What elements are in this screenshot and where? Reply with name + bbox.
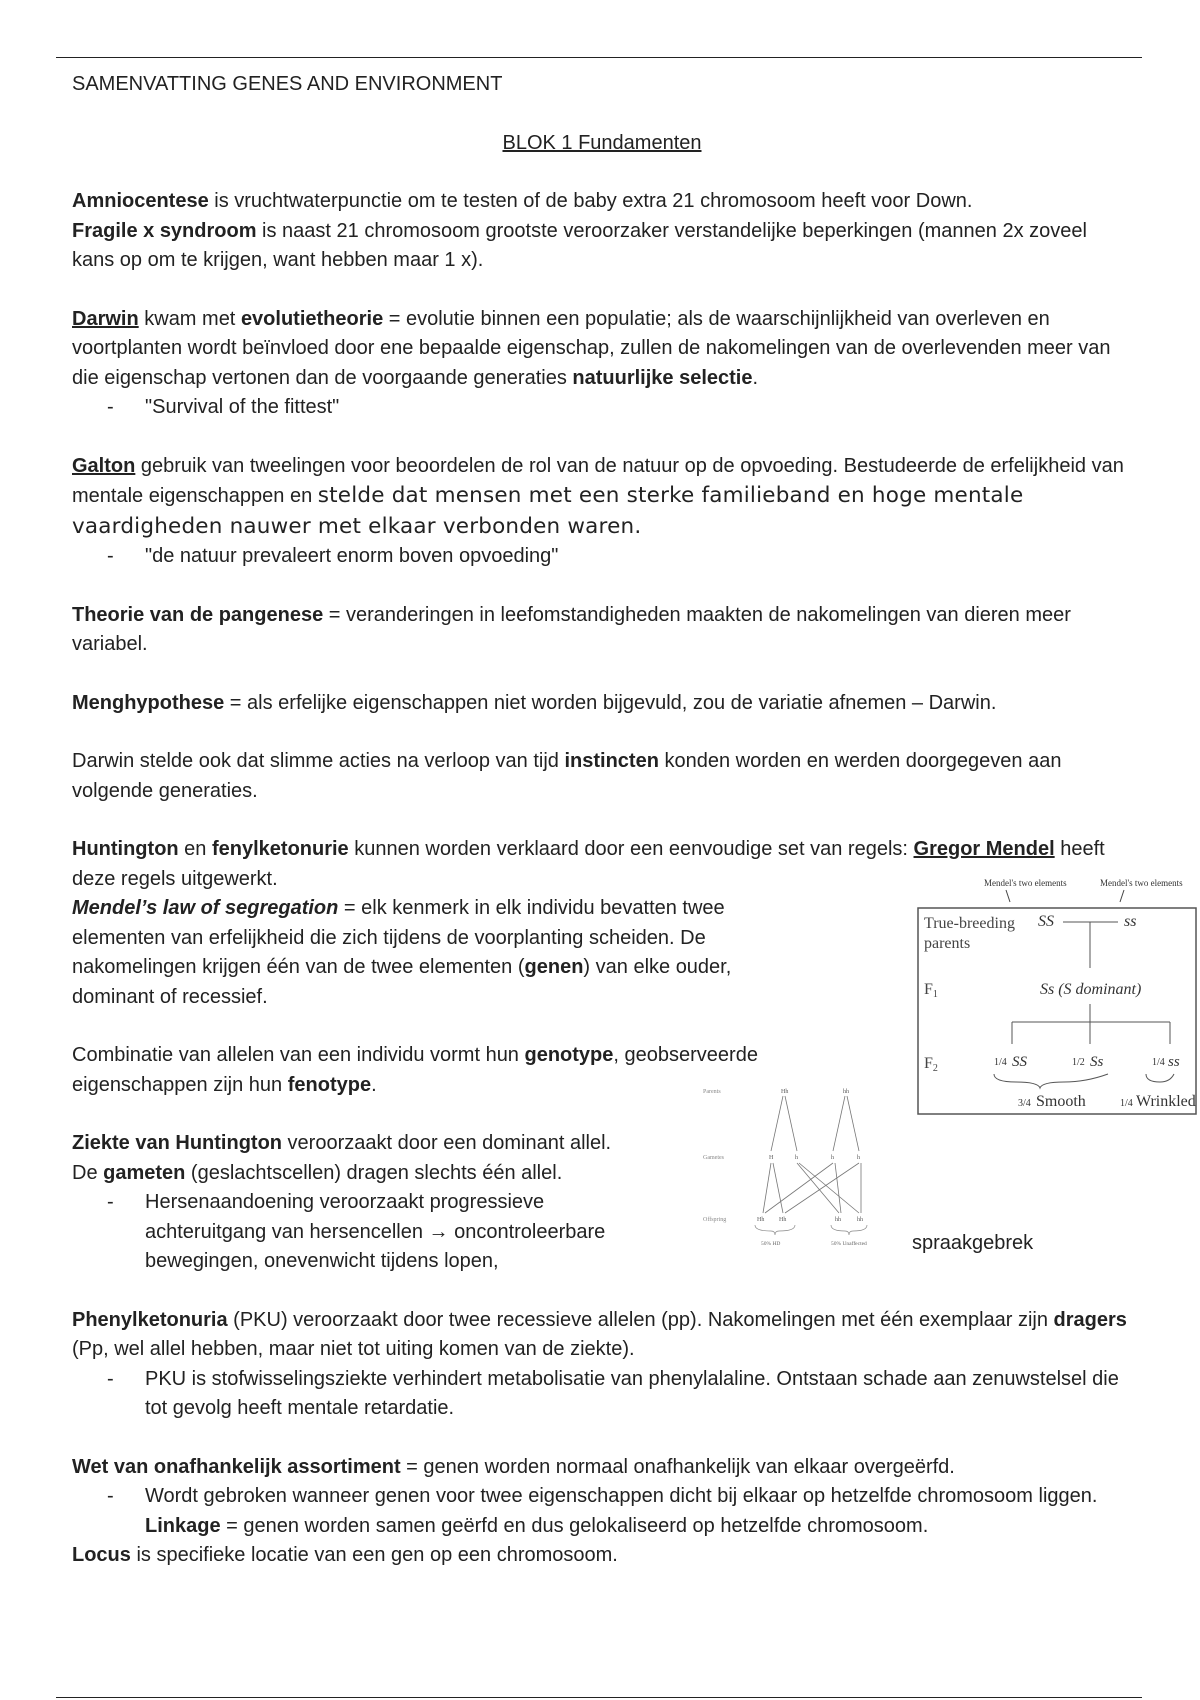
- paragraph-ziekte-huntington: Ziekte van Huntington veroorzaakt door een dominant allel. De gameten (geslachtscellen) dragen slechts één allel.: [72, 1132, 612, 1184]
- percent-unaffected: 50% Unaffected: [831, 1241, 867, 1247]
- document-title: SAMENVATTING GENES AND ENVIRONMENT: [72, 73, 503, 95]
- offspring-3: hh: [835, 1217, 841, 1223]
- bottom-rule: [56, 1697, 1142, 1698]
- huntington-diagram: [695, 1085, 895, 1255]
- figure-label-left: Mendel's two elements: [984, 878, 1067, 888]
- row-f2: F2: [924, 1055, 938, 1074]
- bullet-tail: spraakgebrek: [912, 1232, 1034, 1254]
- percent-hd: 50% HD: [761, 1241, 781, 1247]
- paragraph-darwin: Darwin kwam met evolutietheorie = evolutie binnen een populatie; als de waarschijnlijkheid van overleven en voortplanten wordt beïnvloed door ene bepaalde eigenschap, zullen de nakomelingen van de overlevenden meer van die eigenschap vertonen dan de voorgaande generaties natuurlijke selectie.: [72, 307, 1111, 389]
- label-gametes: Gametes: [703, 1155, 724, 1161]
- label-parents: Parents: [703, 1089, 721, 1095]
- row-parents: True-breeding: [924, 915, 1015, 932]
- f2-genotype-SS: SS: [1012, 1054, 1027, 1070]
- wrinkled-label: Wrinkled: [1136, 1093, 1196, 1110]
- offspring-1: Hh: [757, 1217, 765, 1223]
- paragraph-segregation: Mendel’s law of segregation = elk kenmerk in elk individu bevatten twee elementen van erfelijkheid die zich tijdens de voorplanting scheiden. De nakomelingen krijgen één van de twee elementen (genen) van elke ouder, dominant of recessief.: [72, 897, 732, 1008]
- gamete-b: h: [795, 1155, 798, 1161]
- section-heading: BLOK 1 Fundamenten: [502, 131, 702, 154]
- offspring-4: hh: [857, 1217, 863, 1223]
- f1-result: Ss (S dominant): [1040, 981, 1142, 998]
- f2-genotype-ss: ss: [1168, 1054, 1180, 1070]
- paragraph-pangenese: Theorie van de pangenese = veranderingen in leefomstandigheden maakten de nakomelingen van dieren meer variabel.: [72, 603, 1071, 655]
- f2-frac-3: 1/4: [1152, 1057, 1165, 1068]
- bullet-linkage: - Wordt gebroken wanneer genen voor twee eigenschappen dicht bij elkaar op hetzelfde chromosoom liggen. Linkage = genen worden samen geërfd en dus gelokaliseerd op hetzelfde chromosoom.: [107, 1485, 1098, 1537]
- row-parents-2: parents: [924, 935, 971, 952]
- f2-frac-2: 1/2: [1072, 1057, 1085, 1068]
- bullet-hersenaandoening: - Hersenaandoening veroorzaakt progressieve achteruitgang van hersencellen → oncontroleerbare bewegingen, onevenwicht tijdens lopen,: [107, 1191, 606, 1272]
- parent-2: hh: [843, 1089, 849, 1095]
- genotype-ss: ss: [1124, 913, 1137, 930]
- paragraph-galton: Galton gebruik van tweelingen voor beoordelen de rol van de natuur op de opvoeding. Bestudeerde de erfelijkheid van mentale eigenschappen en stelde dat mensen met een sterke familieband en hoge mentale vaardigheden nauwer met elkaar verbonden waren.: [72, 454, 1124, 539]
- gamete-c: h: [831, 1155, 834, 1161]
- offspring-2: Hh: [779, 1217, 787, 1223]
- document-body: [72, 70, 1132, 1571]
- row-f1: F1: [924, 981, 938, 1000]
- gamete-d: h: [857, 1155, 860, 1161]
- paragraph-locus: Locus is specifieke locatie van een gen op een chromosoom.: [72, 1544, 618, 1566]
- figure-label-right: Mendel's two elements: [1100, 878, 1183, 888]
- top-rule: [56, 57, 1142, 58]
- paragraph-amniocentese: Amniocentese is vruchtwaterpunctie om te testen of de baby extra 21 chromosoom heeft voor Down. Fragile x syndroom is naast 21 chromosoom grootste veroorzaker verstandelijke beperkingen (mannen 2x zoveel kans op om te krijgen, want hebben maar 1 x).: [72, 190, 1087, 271]
- paragraph-assortiment: Wet van onafhankelijk assortiment = genen worden normaal onafhankelijk van elkaar overgeërfd.: [72, 1455, 955, 1478]
- paragraph-genotype: Combinatie van allelen van een individu vormt hun genotype, geobserveerde eigenschappen zijn hun fenotype.: [72, 1044, 758, 1096]
- gamete-a: H: [769, 1155, 774, 1161]
- paragraph-instincten: Darwin stelde ook dat slimme acties na verloop van tijd instincten konden worden en werden doorgegeven aan volgende generaties.: [72, 750, 1062, 802]
- parent-1: Hh: [781, 1089, 789, 1095]
- smooth-frac: 3/4: [1018, 1098, 1031, 1109]
- bullet-pku: - PKU is stofwisselingsziekte verhindert metabolisatie van phenylalaline. Ontstaan schade aan zenuwstelsel die tot gevolg heeft mentale retardatie.: [107, 1367, 1119, 1419]
- label-offspring: Offspring: [703, 1217, 727, 1223]
- f2-frac-1: 1/4: [994, 1057, 1007, 1068]
- wrinkled-frac: 1/4: [1120, 1098, 1133, 1109]
- bullet-nature: - "de natuur prevaleert enorm boven opvoeding": [107, 545, 559, 567]
- paragraph-pku: Phenylketonuria (PKU) veroorzaakt door twee recessieve allelen (pp). Nakomelingen met één exemplaar zijn dragers (Pp, wel allel hebben, maar niet tot uiting komen van de ziekte).: [72, 1308, 1127, 1360]
- paragraph-menghypothese: Menghypothese = als erfelijke eigenschappen niet worden bijgevuld, zou de variatie afnemen – Darwin.: [72, 691, 997, 714]
- bullet-survival: - "Survival of the fittest": [107, 396, 340, 418]
- paragraph-huntington-pku: Huntington en fenylketonurie kunnen worden verklaard door een eenvoudige set van regels: Gregor Mendel heeft deze regels uitgewerkt.: [72, 838, 1105, 890]
- f2-genotype-Ss: Ss: [1090, 1054, 1104, 1070]
- smooth-label: Smooth: [1036, 1093, 1086, 1110]
- mendel-diagram: [898, 872, 1198, 1122]
- genotype-SS: SS: [1038, 913, 1054, 930]
